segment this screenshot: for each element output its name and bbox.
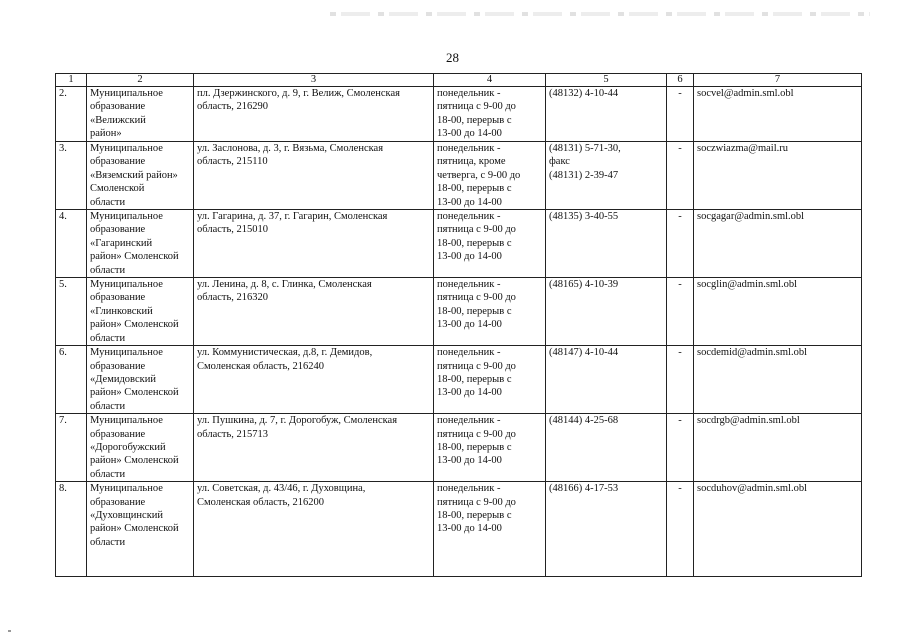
working-hours — [434, 346, 546, 414]
address-line: ул. Ленина, д. 8, с. Глинка, Смоленская — [197, 279, 372, 291]
address-line: Смоленская область, 216240 — [197, 360, 325, 372]
fax: - — [667, 278, 694, 346]
address-line: ул. Заслонова, д. 3, г. Вязьма, Смоленская — [197, 143, 384, 154]
municipality-name — [87, 414, 194, 482]
municipality-name-line: образование — [90, 360, 146, 372]
email: socdrgb@admin.sml.obl — [694, 414, 862, 482]
email: socgagar@admin.sml.obl — [694, 210, 862, 278]
municipality-name-line: Муниципальное — [90, 279, 163, 291]
working-hours-line: пятница с 9-00 до — [437, 101, 516, 113]
table-row — [56, 482, 862, 577]
row-number: 4. — [56, 210, 87, 278]
working-hours-line: понедельник - — [437, 483, 501, 495]
address-line: область, 215713 — [197, 428, 269, 440]
phone-line: (48135) 3-40-55 — [549, 211, 619, 223]
municipality-name-line: «Гагаринский — [90, 237, 153, 249]
address — [194, 346, 434, 414]
municipality-name-line: «Демидовский — [90, 373, 156, 385]
column-header: 5 — [546, 74, 667, 87]
working-hours — [434, 142, 546, 210]
working-hours — [434, 210, 546, 278]
address — [194, 414, 434, 482]
table-row — [56, 142, 862, 210]
phone — [546, 87, 667, 142]
phone — [546, 414, 667, 482]
fax: - — [667, 210, 694, 278]
address — [194, 210, 434, 278]
working-hours-line: пятница с 9-00 до — [437, 360, 516, 372]
email: socvel@admin.sml.obl — [694, 87, 862, 142]
working-hours — [434, 87, 546, 142]
row-number: 3. — [56, 142, 87, 210]
working-hours-line: 13-00 до 14-00 — [437, 523, 502, 535]
working-hours-line: понедельник - — [437, 88, 501, 99]
working-hours — [434, 278, 546, 346]
municipality-name — [87, 278, 194, 346]
working-hours-line: 13-00 до 14-00 — [437, 319, 502, 331]
address-line: область, 215010 — [197, 224, 269, 236]
column-header: 7 — [694, 74, 862, 87]
working-hours-line: понедельник - — [437, 211, 501, 223]
working-hours — [434, 482, 546, 577]
working-hours — [434, 414, 546, 482]
working-hours-line: понедельник - — [437, 143, 501, 154]
address — [194, 482, 434, 577]
working-hours-line: 13-00 до 14-00 — [437, 251, 502, 263]
municipality-name-line: Смоленской — [90, 183, 145, 195]
municipality-name-line: «Велижский — [90, 114, 146, 126]
working-hours-line: пятница с 9-00 до — [437, 292, 516, 304]
phone — [546, 482, 667, 577]
municipality-name — [87, 482, 194, 577]
address — [194, 142, 434, 210]
phone-line: (48132) 4-10-44 — [549, 88, 619, 99]
phone-line: (48131) 2-39-47 — [549, 169, 619, 181]
scan-artifact — [330, 12, 870, 16]
municipality-name — [87, 87, 194, 142]
municipality-name-line: район» Смоленской — [90, 523, 179, 535]
address-line: область, 216320 — [197, 292, 269, 304]
email: soczwiazma@mail.ru — [694, 142, 862, 210]
municipality-name-line: «Дорогобужский — [90, 441, 166, 453]
fax: - — [667, 346, 694, 414]
phone — [546, 210, 667, 278]
phone-line: факс — [549, 156, 570, 168]
working-hours-line: 13-00 до 14-00 — [437, 387, 502, 399]
address-line: область, 215110 — [197, 156, 268, 168]
address-line: ул. Гагарина, д. 37, г. Гагарин, Смоленская — [197, 211, 388, 223]
working-hours-line: 18-00, перерыв с — [437, 373, 512, 385]
municipality-name-line: области — [90, 400, 126, 412]
working-hours-line: 13-00 до 14-00 — [437, 128, 502, 140]
municipality-name-line: «Глинковский — [90, 305, 153, 317]
row-number: 2. — [56, 87, 87, 142]
fax: - — [667, 414, 694, 482]
municipality-name-line: образование — [90, 224, 146, 236]
email: socglin@admin.sml.obl — [694, 278, 862, 346]
row-number: 7. — [56, 414, 87, 482]
working-hours-line: понедельник - — [437, 347, 501, 359]
address-line: пл. Дзержинского, д. 9, г. Велиж, Смоленская — [197, 88, 400, 99]
table-row — [56, 278, 862, 346]
working-hours-line: 13-00 до 14-00 — [437, 196, 502, 208]
municipality-name-line: образование — [90, 156, 146, 168]
email: socduhov@admin.sml.obl — [694, 482, 862, 577]
municipality-name-line: Муниципальное — [90, 211, 163, 223]
phone-line: (48131) 5-71-30, — [549, 143, 621, 154]
municipality-name-line: области — [90, 332, 126, 344]
address — [194, 87, 434, 142]
table-row — [56, 87, 862, 142]
table-row — [56, 346, 862, 414]
address-line: Смоленская область, 216200 — [197, 496, 325, 508]
phone-line: (48144) 4-25-68 — [549, 415, 619, 427]
municipality-name-line: области — [90, 196, 126, 208]
working-hours-line: 18-00, перерыв с — [437, 183, 512, 195]
address-line: ул. Советская, д. 43/46, г. Духовщина, — [197, 483, 366, 495]
working-hours-line: пятница с 9-00 до — [437, 496, 516, 508]
address-line: ул. Коммунистическая, д.8, г. Демидов, — [197, 347, 373, 359]
fax: - — [667, 87, 694, 142]
municipality-name-line: Муниципальное — [90, 347, 163, 359]
municipality-name-line: Муниципальное — [90, 483, 163, 495]
phone-line: (48165) 4-10-39 — [549, 279, 619, 291]
municipality-name-line: Муниципальное — [90, 415, 163, 427]
working-hours-line: 18-00, перерыв с — [437, 114, 512, 126]
municipality-name-line: Муниципальное — [90, 88, 163, 99]
address-line: область, 216290 — [197, 101, 269, 113]
address-line: ул. Пушкина, д. 7, г. Дорогобуж, Смоленская — [197, 415, 398, 427]
municipality-name-line: район» — [90, 128, 122, 140]
column-header: 3 — [194, 74, 434, 87]
scan-speck — [8, 630, 11, 632]
working-hours-line: пятница с 9-00 до — [437, 428, 516, 440]
municipality-name-line: «Духовщинский — [90, 509, 164, 521]
municipality-name-line: области — [90, 468, 126, 480]
working-hours-line: пятница, кроме — [437, 156, 506, 168]
working-hours-line: 18-00, перерыв с — [437, 237, 512, 249]
municipality-name-line: области — [90, 536, 126, 548]
phone — [546, 346, 667, 414]
municipality-name-line: «Вяземский район» — [90, 169, 178, 181]
municipality-name-line: район» Смоленской — [90, 319, 179, 331]
contacts-table — [55, 73, 862, 577]
municipality-name-line: район» Смоленской — [90, 251, 179, 263]
municipality-name — [87, 210, 194, 278]
working-hours-line: 18-00, перерыв с — [437, 305, 512, 317]
working-hours-line: 13-00 до 14-00 — [437, 455, 502, 467]
working-hours-line: 18-00, перерыв с — [437, 509, 512, 521]
municipality-name — [87, 346, 194, 414]
working-hours-line: четверга, с 9-00 до — [437, 169, 521, 181]
column-header: 4 — [434, 74, 546, 87]
column-header: 1 — [56, 74, 87, 87]
municipality-name-line: образование — [90, 428, 146, 440]
municipality-name-line: Муниципальное — [90, 143, 163, 154]
column-header: 6 — [667, 74, 694, 87]
table-header-row — [56, 74, 862, 87]
table-row — [56, 210, 862, 278]
phone — [546, 278, 667, 346]
municipality-name — [87, 142, 194, 210]
municipality-name-line: области — [90, 264, 126, 276]
municipality-name-line: образование — [90, 101, 146, 113]
municipality-name-line: район» Смоленской — [90, 387, 179, 399]
municipality-name-line: район» Смоленской — [90, 455, 179, 467]
fax: - — [667, 482, 694, 577]
column-header: 2 — [87, 74, 194, 87]
phone-line: (48147) 4-10-44 — [549, 347, 619, 359]
email: socdemid@admin.sml.obl — [694, 346, 862, 414]
phone — [546, 142, 667, 210]
row-number: 6. — [56, 346, 87, 414]
working-hours-line: пятница с 9-00 до — [437, 224, 516, 236]
working-hours-line: понедельник - — [437, 279, 501, 291]
municipality-name-line: образование — [90, 292, 146, 304]
municipality-name-line: образование — [90, 496, 146, 508]
row-number: 5. — [56, 278, 87, 346]
phone-line: (48166) 4-17-53 — [549, 483, 619, 495]
fax: - — [667, 142, 694, 210]
page-number: 28 — [446, 50, 459, 65]
table-row — [56, 414, 862, 482]
working-hours-line: понедельник - — [437, 415, 501, 427]
working-hours-line: 18-00, перерыв с — [437, 441, 512, 453]
address — [194, 278, 434, 346]
row-number: 8. — [56, 482, 87, 577]
